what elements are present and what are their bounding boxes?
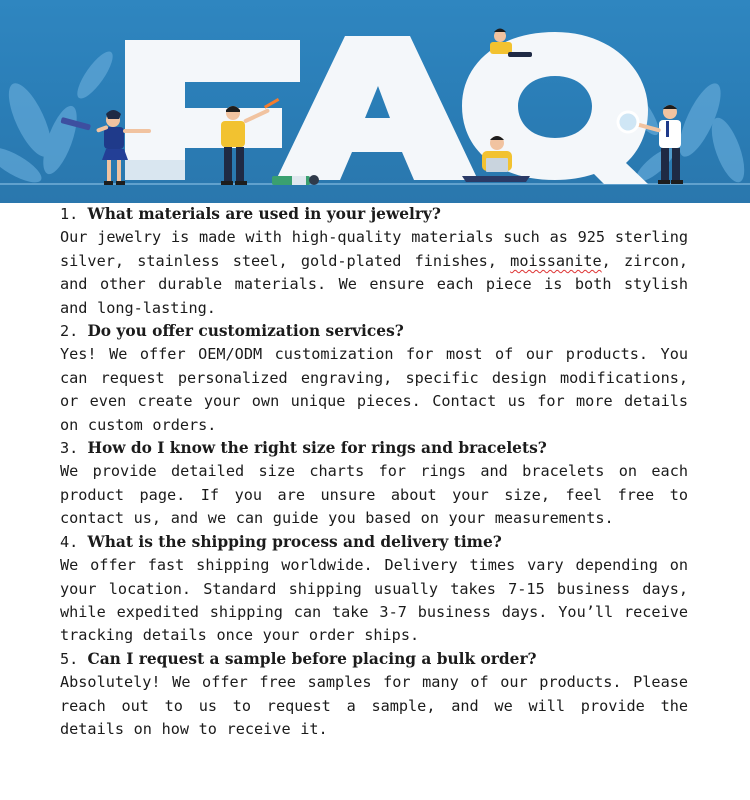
faq-answer-2: Yes! We offer OEM/ODM customization for most of our products. You can request personalized engraving, specific design modifications, or even create your own unique pieces. Contact us for more details on custom orders. bbox=[60, 345, 688, 434]
letter-a-icon bbox=[276, 36, 478, 180]
question-number: 5. bbox=[60, 649, 79, 668]
leaves-left-icon bbox=[0, 47, 118, 189]
faq-question-5 bbox=[60, 648, 688, 671]
spellcheck-flagged-word: moissanite bbox=[510, 251, 602, 270]
faq-question-2 bbox=[60, 320, 688, 343]
answer-text: , zircon, and other durable materials. We ensure each piece is both stylish and long-lasting. bbox=[60, 251, 688, 317]
question-text: How do I know the right size for rings and bracelets? bbox=[87, 439, 547, 458]
faq-answer-5: Absolutely! We offer free samples for many of our products. Please reach out to us to request a sample, and we will provide the details on how to receive it. bbox=[60, 673, 688, 738]
faq-question-3 bbox=[60, 437, 688, 460]
faq-question-4 bbox=[60, 531, 688, 554]
flashlight-icon bbox=[272, 175, 319, 185]
question-text: What materials are used in your jewelry? bbox=[87, 205, 441, 223]
faq-answer-3: We provide detailed size charts for rings and bracelets on each product page. If you are unsure about your size, feel free to contact us, and we can guide you based on your measurements. bbox=[60, 462, 688, 528]
answer-text: Our jewelry is made with high-quality materials such as 925 sterling silver, stainless steel, gold-plated finishes, bbox=[60, 228, 688, 270]
faq-answer-4: We offer fast shipping worldwide. Delivery times vary depending on your location. Standard shipping usually takes 7-15 business days, while expedited shipping can take 3-7 business days. You’ll receive tracking details once your order ships. bbox=[60, 556, 688, 645]
faq-banner bbox=[0, 0, 750, 203]
faq-list bbox=[60, 203, 688, 741]
question-text: Can I request a sample before placing a bulk order? bbox=[87, 649, 537, 668]
faq-answer-1 bbox=[60, 226, 688, 320]
question-number: 3. bbox=[60, 439, 79, 458]
faq-title-letters bbox=[125, 32, 648, 184]
letter-f-icon bbox=[125, 40, 300, 180]
question-number: 1. bbox=[60, 205, 79, 223]
question-text: What is the shipping process and delivery time? bbox=[87, 532, 502, 551]
faq-banner-illustration bbox=[0, 0, 750, 203]
question-number: 4. bbox=[60, 532, 79, 551]
faq-question-1 bbox=[60, 203, 688, 226]
question-number: 2. bbox=[60, 322, 79, 341]
question-text: Do you offer customization services? bbox=[87, 322, 404, 341]
